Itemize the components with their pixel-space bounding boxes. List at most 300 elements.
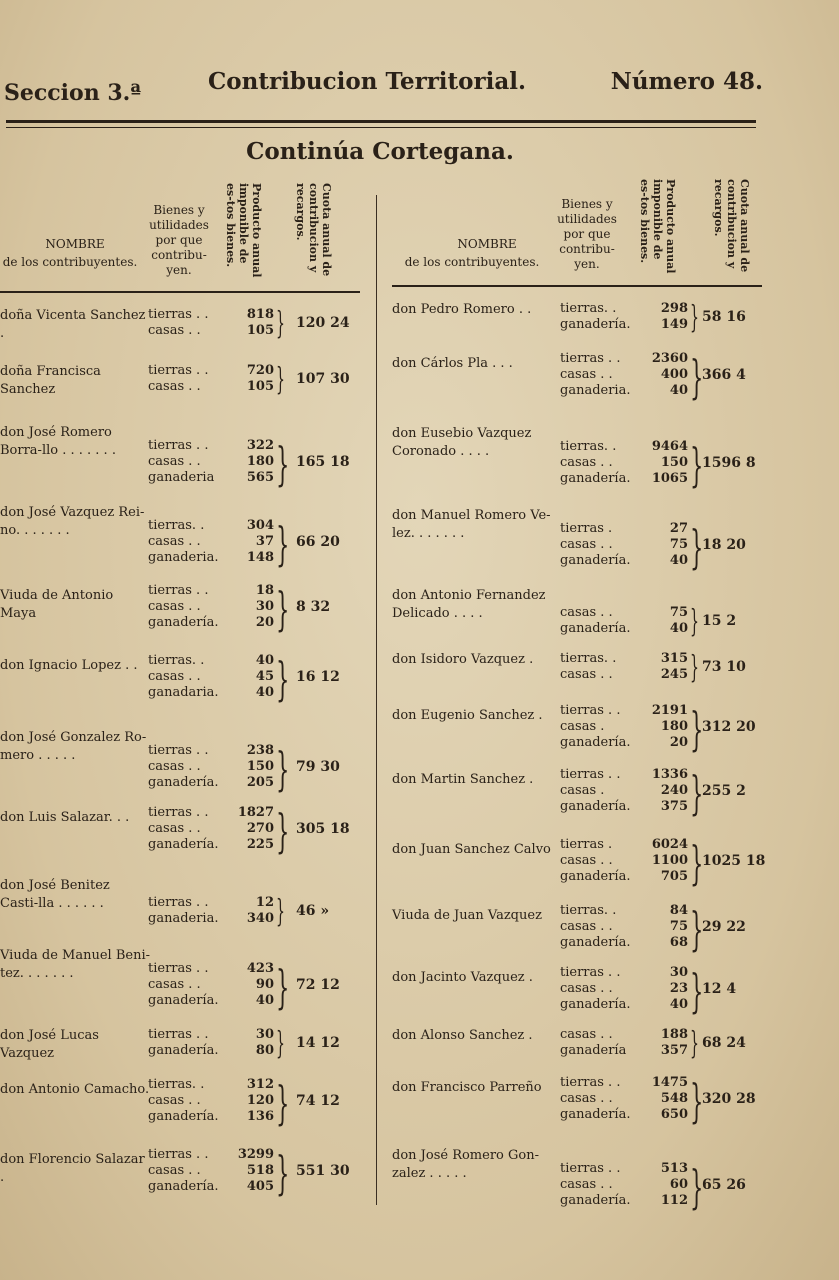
property-value: 3299 [237, 1147, 274, 1162]
cuota-value: 312 20 [702, 719, 756, 735]
property-item: tierras. . [148, 1077, 205, 1092]
property-item: ganadería. [148, 1109, 219, 1124]
brace-icon: } [690, 1075, 704, 1128]
property-values [232, 363, 274, 395]
property-value: 150 [246, 759, 274, 774]
property-value: 400 [660, 367, 688, 382]
header-rule [6, 120, 756, 123]
property-value: 423 [246, 961, 274, 976]
property-item: tierras . . [560, 965, 621, 980]
contributor-name: don José Romero Gon-zalez . . . . . [392, 1148, 539, 1181]
contributor-name: don José Lucas Vazquez [0, 1028, 99, 1061]
property-item: tierras . . [148, 1147, 209, 1162]
property-value: 27 [669, 521, 688, 536]
property-items [148, 1027, 218, 1059]
property-item: ganadería. [560, 471, 631, 486]
cuota-value: 8 32 [296, 599, 331, 615]
property-item: casas . . [148, 1093, 201, 1108]
property-item: ganadería. [560, 1107, 631, 1122]
property-value: 375 [660, 799, 688, 814]
cuota-value: 66 20 [296, 534, 340, 550]
property-items [148, 961, 218, 1009]
table-row [392, 1143, 762, 1223]
section-label: Seccion 3.ª [4, 80, 142, 106]
property-item: ganadería. [560, 935, 631, 950]
property-value: 1827 [237, 805, 274, 820]
contributor-name: don Antonio Camacho. [0, 1082, 150, 1097]
property-item: casas . . [560, 981, 613, 996]
contributor-name: doña Francisca Sanchez [0, 364, 101, 397]
property-value: 20 [669, 735, 688, 750]
contributor-name: don Juan Sanchez Calvo [392, 842, 551, 857]
property-value: 705 [660, 869, 688, 884]
property-item: casas . [560, 783, 605, 798]
property-item: ganadería. [148, 993, 219, 1008]
brace-icon: } [276, 1027, 285, 1063]
property-value: 40 [669, 383, 688, 398]
contributor-name: don José Gonzalez Ro-mero . . . . . [0, 730, 147, 763]
property-item: casas . . [560, 1177, 613, 1192]
property-value: 37 [255, 534, 274, 549]
property-value: 322 [246, 438, 274, 453]
property-values [646, 439, 688, 487]
property-value: 9464 [651, 439, 688, 454]
property-item: casas . [560, 719, 605, 734]
cuota-value: 74 12 [296, 1093, 340, 1109]
property-item: ganadaria. [148, 685, 219, 700]
property-value: 150 [660, 455, 688, 470]
property-value: 30 [255, 599, 274, 614]
contributor-name: don Pedro Romero . . [392, 302, 532, 317]
property-value: 20 [255, 615, 274, 630]
property-item: tierras . [560, 521, 613, 536]
property-values [232, 805, 274, 853]
property-values [646, 1027, 688, 1059]
property-item: tierras . . [560, 1161, 621, 1176]
property-item: tierras . . [148, 307, 209, 322]
property-value: 1100 [651, 853, 688, 868]
property-item: ganadería. [148, 1043, 219, 1058]
property-items [148, 653, 219, 701]
property-value: 75 [669, 537, 688, 552]
cuota-value: 15 2 [702, 613, 737, 629]
property-values [646, 301, 688, 333]
table-row [392, 503, 762, 583]
contributor-name: don Alonso Sanchez . [392, 1028, 533, 1043]
property-value: 2191 [651, 703, 688, 718]
property-values [232, 307, 274, 339]
property-value: 68 [669, 935, 688, 950]
table-row [392, 767, 762, 847]
property-value: 315 [660, 651, 688, 666]
property-items [148, 743, 218, 791]
brace-icon: } [276, 438, 290, 491]
property-value: 148 [246, 550, 274, 565]
property-items [560, 1075, 630, 1123]
table-row [392, 351, 762, 431]
property-values [646, 651, 688, 683]
property-item: ganadería. [560, 317, 631, 332]
cuota-value: 18 20 [702, 537, 746, 553]
brace-icon: } [276, 653, 290, 706]
property-values [232, 583, 274, 631]
property-item: casas . . [560, 367, 613, 382]
contributor-name: don Luis Salazar. . . [0, 810, 130, 825]
cuota-value: 107 30 [296, 371, 350, 387]
contributor-name: don Florencio Salazar . [0, 1152, 145, 1185]
property-items [148, 518, 218, 566]
brace-icon: } [690, 965, 704, 1018]
contributor-name: don Isidoro Vazquez . [392, 652, 534, 667]
property-values [232, 895, 274, 927]
property-item: ganaderia. [560, 383, 631, 398]
property-value: 405 [246, 1179, 274, 1194]
property-item: casas . . [560, 455, 613, 470]
contributor-name: don Cárlos Pla . . . [392, 356, 513, 371]
header-underline [0, 291, 360, 293]
property-item: casas . . [560, 537, 613, 552]
property-item: tierras . . [148, 363, 209, 378]
header-cuota: Cuota anual de contribucion y recargos. [294, 183, 333, 277]
property-items [148, 805, 218, 853]
brace-icon: } [690, 767, 704, 820]
header-producto: Producto anual imponible de es-tos bienes. [638, 179, 677, 274]
brace-icon: } [690, 351, 704, 404]
property-item: tierras . . [148, 438, 209, 453]
property-value: 40 [255, 993, 274, 1008]
cuota-value: 68 24 [702, 1035, 746, 1051]
table-row [0, 420, 370, 500]
property-value: 30 [255, 1027, 274, 1042]
page-number: Número 48. [610, 68, 763, 95]
property-item: tierras . . [560, 767, 621, 782]
contributor-name: don Antonio Fernandez Delicado . . . . [392, 588, 546, 621]
property-item: ganadería. [560, 553, 631, 568]
property-value: 270 [246, 821, 274, 836]
contributor-name: don Manuel Romero Ve-lez. . . . . . . [392, 508, 551, 541]
property-item: ganadería [560, 1043, 627, 1058]
contributor-name: don José Romero Borra-llo . . . . . . . [0, 425, 116, 458]
property-item: ganadería. [148, 615, 219, 630]
brace-icon: } [690, 301, 699, 337]
table-row [0, 1147, 370, 1227]
property-values [646, 521, 688, 569]
brace-icon: } [690, 837, 704, 890]
property-value: 720 [246, 363, 274, 378]
property-items [560, 1161, 630, 1209]
brace-icon: } [276, 363, 285, 399]
property-item: ganaderia. [148, 911, 219, 926]
brace-icon: } [276, 307, 285, 343]
cuota-value: 120 24 [296, 315, 350, 331]
property-value: 565 [246, 470, 274, 485]
cuota-value: 29 22 [702, 919, 746, 935]
property-item: ganadería. [560, 869, 631, 884]
property-value: 312 [246, 1077, 274, 1092]
property-value: 240 [660, 783, 688, 798]
cuota-value: 58 16 [702, 309, 746, 325]
cuota-value: 73 10 [702, 659, 746, 675]
property-item: casas . . [560, 919, 613, 934]
table-row [0, 653, 370, 733]
property-values [646, 1075, 688, 1123]
property-item: tierras . . [148, 805, 209, 820]
brace-icon: } [276, 805, 290, 858]
property-item: casas . . [148, 534, 201, 549]
cuota-value: 1596 8 [702, 455, 756, 471]
property-items [560, 837, 630, 885]
column-divider [376, 195, 377, 1205]
property-item: ganadería. [560, 997, 631, 1012]
contributor-name: don Francisco Parreño [392, 1080, 542, 1095]
property-items [560, 521, 630, 569]
brace-icon: } [690, 439, 704, 492]
cuota-value: 320 28 [702, 1091, 756, 1107]
property-item: casas . . [148, 379, 201, 394]
table-row [0, 583, 370, 663]
property-items [148, 1147, 218, 1195]
subtitle: Continúa Cortegana. [246, 138, 514, 165]
header-bienes: Bienes y utilidades por que contribu-yen. [149, 203, 209, 277]
property-value: 105 [246, 379, 274, 394]
property-item: casas . . [560, 1091, 613, 1106]
property-item: casas . . [560, 853, 613, 868]
property-values [646, 837, 688, 885]
brace-icon: } [276, 895, 285, 931]
property-item: tierras . [560, 837, 613, 852]
brace-icon: } [276, 1147, 290, 1200]
property-items [148, 1077, 218, 1125]
property-value: 18 [255, 583, 274, 598]
property-value: 149 [660, 317, 688, 332]
brace-icon: } [276, 961, 290, 1014]
cuota-value: 255 2 [702, 783, 746, 799]
cuota-value: 79 30 [296, 759, 340, 775]
header-underline [392, 285, 762, 287]
contributor-name: don Jacinto Vazquez . [392, 970, 533, 985]
property-values [646, 903, 688, 951]
property-item: ganaderia. [148, 550, 219, 565]
brace-icon: } [690, 651, 699, 687]
property-values [232, 1027, 274, 1059]
contributor-name: don José Vazquez Rei-no. . . . . . . [0, 505, 145, 538]
property-value: 238 [246, 743, 274, 758]
property-value: 225 [246, 837, 274, 852]
property-values [646, 1161, 688, 1209]
property-item: tierras . . [560, 1075, 621, 1090]
brace-icon: } [690, 903, 704, 956]
property-item: tierras. . [560, 439, 617, 454]
property-item: casas . . [148, 1163, 201, 1178]
header-cuota: Cuota anual de contribucion y recargos. [712, 179, 751, 273]
property-value: 650 [660, 1107, 688, 1122]
cuota-value: 12 4 [702, 981, 737, 997]
cuota-value: 366 4 [702, 367, 746, 383]
cuota-value: 1025 18 [702, 853, 766, 869]
property-items [560, 605, 630, 637]
contributor-name: don Eugenio Sanchez . [392, 708, 543, 723]
property-values [646, 605, 688, 637]
cuota-value: 305 18 [296, 821, 350, 837]
property-item: tierras . . [560, 351, 621, 366]
property-item: tierras. . [560, 301, 617, 316]
table-row [0, 943, 370, 1023]
property-value: 112 [660, 1193, 688, 1208]
property-value: 188 [660, 1027, 688, 1042]
property-value: 90 [255, 977, 274, 992]
property-values [232, 1147, 274, 1195]
property-items [148, 438, 214, 486]
property-item: ganaderia [148, 470, 215, 485]
contributor-name: don Martin Sanchez . [392, 772, 534, 787]
brace-icon: } [690, 605, 699, 641]
property-value: 40 [669, 997, 688, 1012]
property-values [232, 743, 274, 791]
property-item: casas . . [148, 759, 201, 774]
brace-icon: } [276, 1077, 290, 1130]
property-items [560, 439, 630, 487]
property-value: 340 [246, 911, 274, 926]
property-value: 1475 [651, 1075, 688, 1090]
property-item: casas . . [148, 599, 201, 614]
property-item: tierras. . [148, 518, 205, 533]
property-value: 180 [246, 454, 274, 469]
contributor-name: don José Benitez Casti-lla . . . . . . [0, 878, 110, 911]
property-values [232, 438, 274, 486]
property-value: 120 [246, 1093, 274, 1108]
brace-icon: } [690, 1027, 699, 1063]
property-values [232, 653, 274, 701]
header-bienes: Bienes y utilidades por que contribu-yen. [557, 197, 617, 271]
header-nombre: NOMBRE [45, 237, 105, 251]
property-values [646, 767, 688, 815]
property-value: 818 [246, 307, 274, 322]
property-value: 84 [669, 903, 688, 918]
property-values [232, 961, 274, 1009]
property-value: 136 [246, 1109, 274, 1124]
brace-icon: } [276, 743, 290, 796]
property-item: casas . . [148, 977, 201, 992]
table-row [0, 1077, 370, 1157]
cuota-value: 46 » [296, 903, 330, 919]
property-value: 80 [255, 1043, 274, 1058]
header-nombre: NOMBRE [457, 237, 517, 251]
property-item: casas . . [560, 1027, 613, 1042]
property-item: casas . . [148, 821, 201, 836]
property-values [646, 965, 688, 1013]
property-items [560, 965, 630, 1013]
property-items [560, 351, 630, 399]
property-item: ganadería. [560, 799, 631, 814]
property-item: tierras . . [148, 961, 209, 976]
property-value: 298 [660, 301, 688, 316]
property-item: tierras . . [148, 583, 209, 598]
property-item: tierras. . [148, 653, 205, 668]
property-items [560, 767, 630, 815]
brace-icon: } [690, 1161, 704, 1214]
property-item: ganadería. [560, 621, 631, 636]
property-item: ganadería. [148, 837, 219, 852]
property-values [646, 351, 688, 399]
property-values [646, 703, 688, 751]
cuota-value: 551 30 [296, 1163, 350, 1179]
property-item: casas . . [148, 669, 201, 684]
cuota-value: 65 26 [702, 1177, 746, 1193]
property-value: 45 [255, 669, 274, 684]
property-item: ganadería. [148, 775, 219, 790]
property-item: tierras . . [560, 703, 621, 718]
property-items [560, 1027, 626, 1059]
property-item: casas . . [560, 667, 613, 682]
property-value: 12 [255, 895, 274, 910]
property-item: tierras . . [148, 743, 209, 758]
property-items [148, 307, 208, 339]
property-item: tierras. . [560, 651, 617, 666]
property-items [560, 651, 616, 683]
brace-icon: } [276, 518, 290, 571]
property-value: 2360 [651, 351, 688, 366]
cuota-value: 16 12 [296, 669, 340, 685]
property-item: casas . . [148, 323, 201, 338]
property-item: tierras . . [148, 895, 209, 910]
property-value: 304 [246, 518, 274, 533]
property-items [560, 301, 630, 333]
property-items [148, 895, 218, 927]
page-title: Contribucion Territorial. [208, 68, 527, 95]
table-row [0, 500, 370, 580]
property-value: 548 [660, 1091, 688, 1106]
property-value: 245 [660, 667, 688, 682]
property-items [560, 703, 630, 751]
property-item: ganadería. [560, 1193, 631, 1208]
property-value: 40 [669, 553, 688, 568]
contributor-name: Viuda de Manuel Beni-tez. . . . . . . [0, 948, 151, 981]
header-contribuyentes: de los contribuyentes. [404, 255, 540, 269]
cuota-value: 72 12 [296, 977, 340, 993]
contributor-name: doña Vicenta Sanchez . [0, 308, 146, 341]
property-value: 30 [669, 965, 688, 980]
property-value: 357 [660, 1043, 688, 1058]
contributor-name: Viuda de Antonio Maya [0, 588, 114, 621]
property-value: 40 [669, 621, 688, 636]
header-producto: Producto anual imponible de es-tos bienes. [224, 183, 263, 278]
brace-icon: } [276, 583, 290, 636]
property-item: casas . . [148, 454, 201, 469]
property-value: 6024 [651, 837, 688, 852]
property-value: 180 [660, 719, 688, 734]
property-value: 40 [255, 685, 274, 700]
property-value: 60 [669, 1177, 688, 1192]
property-items [560, 903, 630, 951]
property-items [148, 583, 218, 631]
brace-icon: } [690, 521, 704, 574]
property-value: 205 [246, 775, 274, 790]
property-item: ganadería. [560, 735, 631, 750]
property-values [232, 1077, 274, 1125]
cuota-value: 14 12 [296, 1035, 340, 1051]
contributor-name: don Eusebio Vazquez Coronado . . . . [392, 426, 532, 459]
property-value: 513 [660, 1161, 688, 1176]
contributor-name: Viuda de Juan Vazquez [392, 908, 542, 923]
brace-icon: } [690, 703, 704, 756]
cuota-value: 165 18 [296, 454, 350, 470]
property-value: 518 [246, 1163, 274, 1178]
property-item: tierras . . [148, 1027, 209, 1042]
property-value: 40 [255, 653, 274, 668]
property-item: tierras. . [560, 903, 617, 918]
property-items [148, 363, 208, 395]
table-row [392, 421, 762, 501]
